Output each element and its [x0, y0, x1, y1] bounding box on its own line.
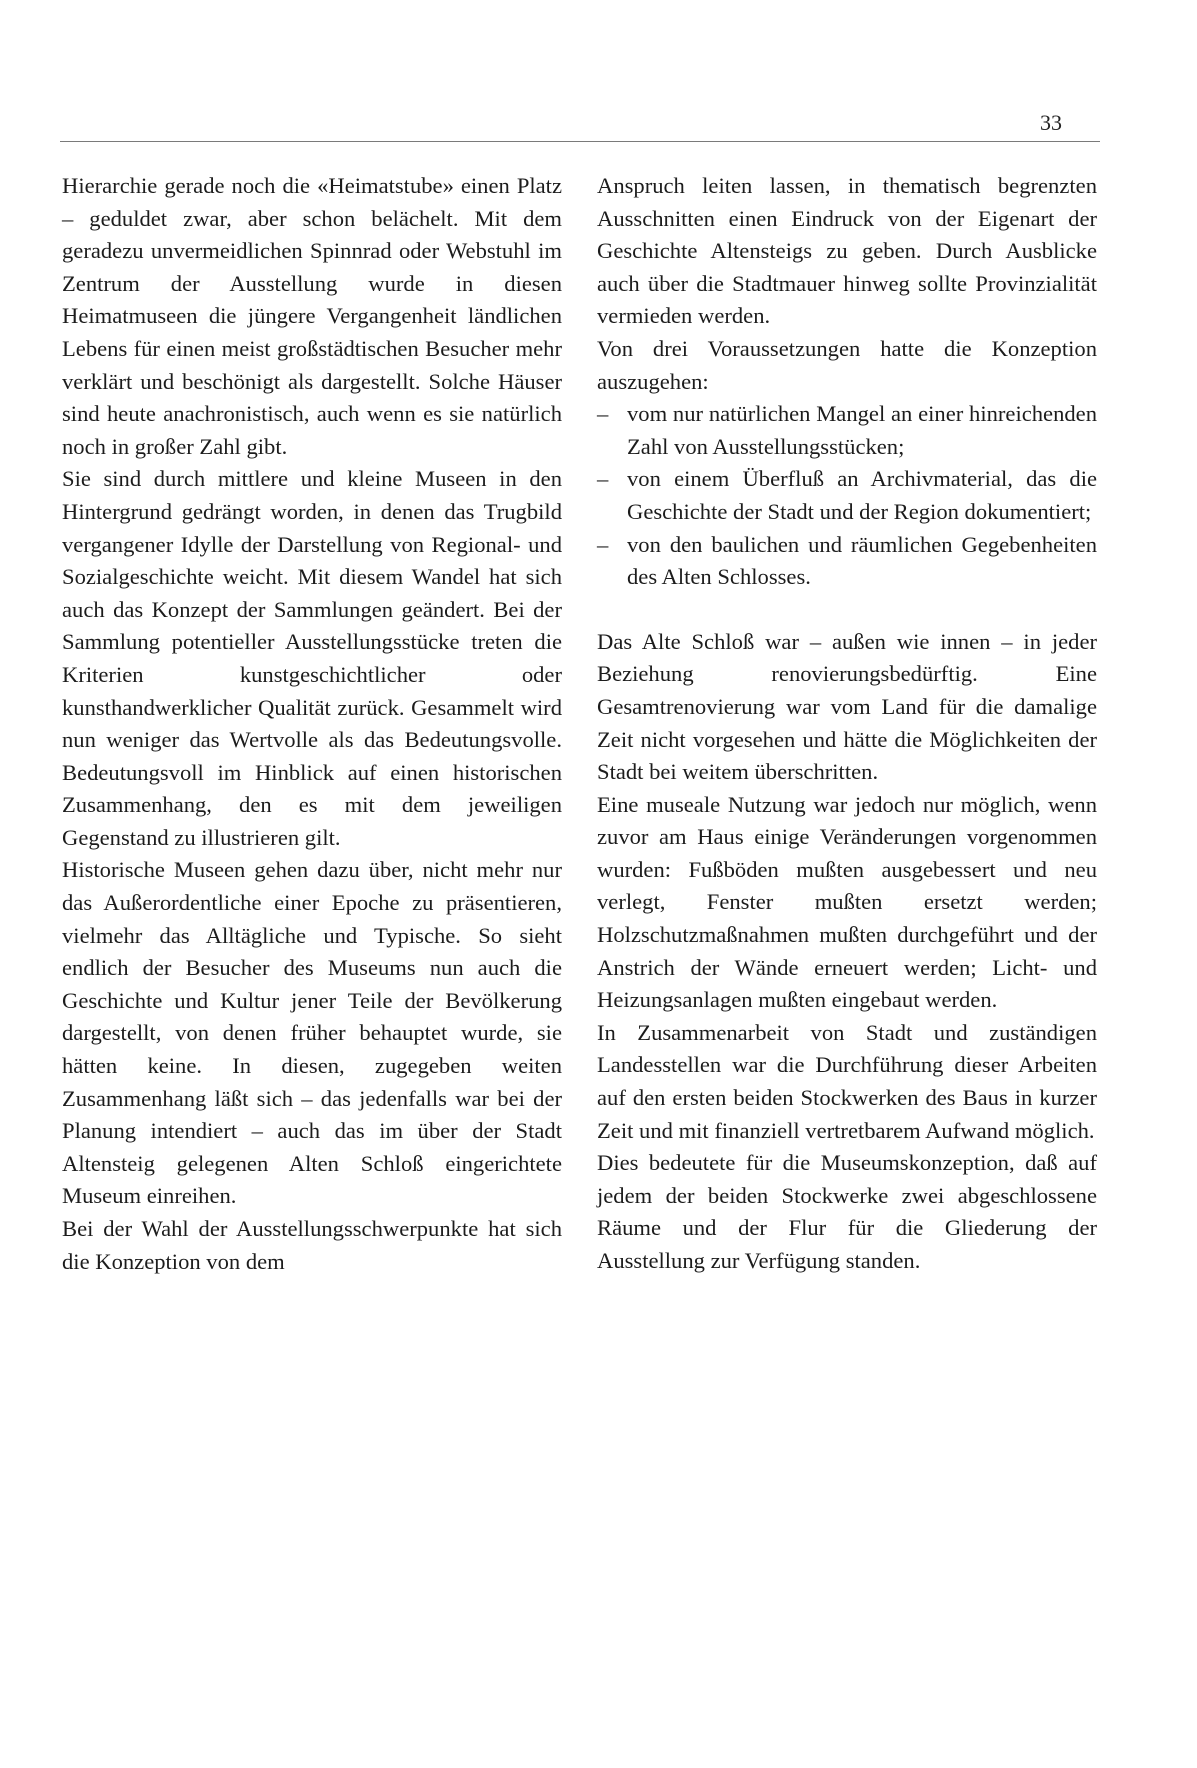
right-paragraph-1: Das Alte Schloß war – außen wie innen – in jeder Beziehung renovierungsbedürftig. Eine Gesamtrenovierung war vom Land für die damalige Zeit nicht vorgesehen und hätte die Möglichkeiten der Stadt bei weitem überschritten.: [597, 628, 1097, 785]
left-column: [62, 170, 562, 1278]
dash-bullet-icon: –: [597, 466, 609, 492]
left-paragraph-1: Hierarchie gerade noch die «Heimatstube» einen Platz – geduldet zwar, aber schon belächelt. Mit dem geradezu unvermeidlichen Spinnrad oder Webstuhl im Zentrum der Ausstellung wurde in diesen Heimatmuseen die jüngere Vergangenheit ländlichen Lebens für einen meist großstädtischen Besucher mehr verklärt und beschönigt als dargestellt. Solche Häuser sind heute anachronistisch, auch wenn es sie natürlich noch in großer Zahl gibt.: [62, 173, 562, 459]
left-paragraph-4: Bei der Wahl der Ausstellungsschwerpunkte hat sich die Konzeption von dem: [62, 1216, 562, 1274]
right-paragraph-2: Eine museale Nutzung war jedoch nur möglich, wenn zuvor am Haus einige Veränderungen vorgenommen wurden: Fußböden mußten ausgebessert und neu verlegt, Fenster mußten ersetzt werden; Holzschutzmaßnahmen mußten durchgeführt und der Anstrich der Wände erneuert werden; Licht- und Heizungsanlagen mußten eingebaut werden.: [597, 791, 1097, 1013]
right-intro-paragraph-1: Anspruch leiten lassen, in thematisch begrenzten Ausschnitten einen Eindruck von der Eigenart der Geschichte Altensteigs zu geben. Durch Ausblicke auch über die Stadtmauer hinweg sollte Provinzialität vermieden werden.: [597, 173, 1097, 329]
header-rule: [60, 141, 1100, 142]
list-item-text: von den baulichen und räumlichen Gegebenheiten des Alten Schlosses.: [627, 531, 1097, 590]
dash-bullet-icon: –: [597, 531, 609, 557]
page-number: 33: [1040, 110, 1062, 135]
right-intro-paragraph-2: Von drei Voraussetzungen hatte die Konzeption auszugehen:: [597, 335, 1097, 394]
list-item-text: vom nur natürlichen Mangel an einer hinreichenden Zahl von Ausstellungsstücken;: [627, 401, 1097, 459]
right-column: [597, 170, 1097, 1278]
list-item: [597, 529, 1097, 594]
right-paragraph-3: In Zusammenarbeit von Stadt und zuständigen Landesstellen war die Durchführung dieser Arbeiten auf den ersten beiden Stockwerken des Baus in kurzer Zeit und mit finanziell vertretbarem Aufwand möglich.: [597, 1019, 1097, 1143]
left-paragraph-3: Historische Museen gehen dazu über, nicht mehr nur das Außerordentliche einer Epoche zu präsentieren, vielmehr das Alltägliche und Typische. So sieht endlich der Besucher des Museums nun auch die Geschichte und Kultur jener Teile der Bevölkerung dargestellt, von denen früher behauptet wurde, sie hätten keine. In diesen, zugegeben weiten Zusammenhang läßt sich – das jedenfalls war bei der Planung intendiert – auch das im über der Stadt Altensteig gelegenen Alten Schloß eingerichtete Museum einreihen.: [62, 857, 562, 1209]
list-item: [597, 398, 1097, 463]
right-paragraph-4: Dies bedeutete für die Museumskonzeption, daß auf jedem der beiden Stockwerke zwei abgeschlossene Räume und der Flur für die Gliederung der Ausstellung zur Verfügung standen.: [597, 1150, 1097, 1273]
list-item: [597, 463, 1097, 528]
left-paragraph-2: Sie sind durch mittlere und kleine Museen in den Hintergrund gedrängt worden, in denen das Trugbild vergangener Idylle der Darstellung von Regional- und Sozialgeschichte weicht. Mit diesem Wandel hat sich auch das Konzept der Sammlungen geändert. Bei der Sammlung potentieller Ausstellungsstücke treten die Kriterien kunstgeschichtlicher oder kunsthandwerklicher Qualität zurück. Gesammelt wird nun weniger das Wertvolle als das Bedeutungsvolle. Bedeutungsvoll im Hinblick auf einen historischen Zusammenhang, den es mit dem jeweiligen Gegenstand zu illustrieren gilt.: [62, 466, 562, 850]
list-item-text: von einem Überfluß an Archivmaterial, das die Geschichte der Stadt und der Region dokumentiert;: [627, 466, 1097, 524]
conditions-list: [597, 398, 1097, 594]
dash-bullet-icon: –: [597, 401, 609, 427]
